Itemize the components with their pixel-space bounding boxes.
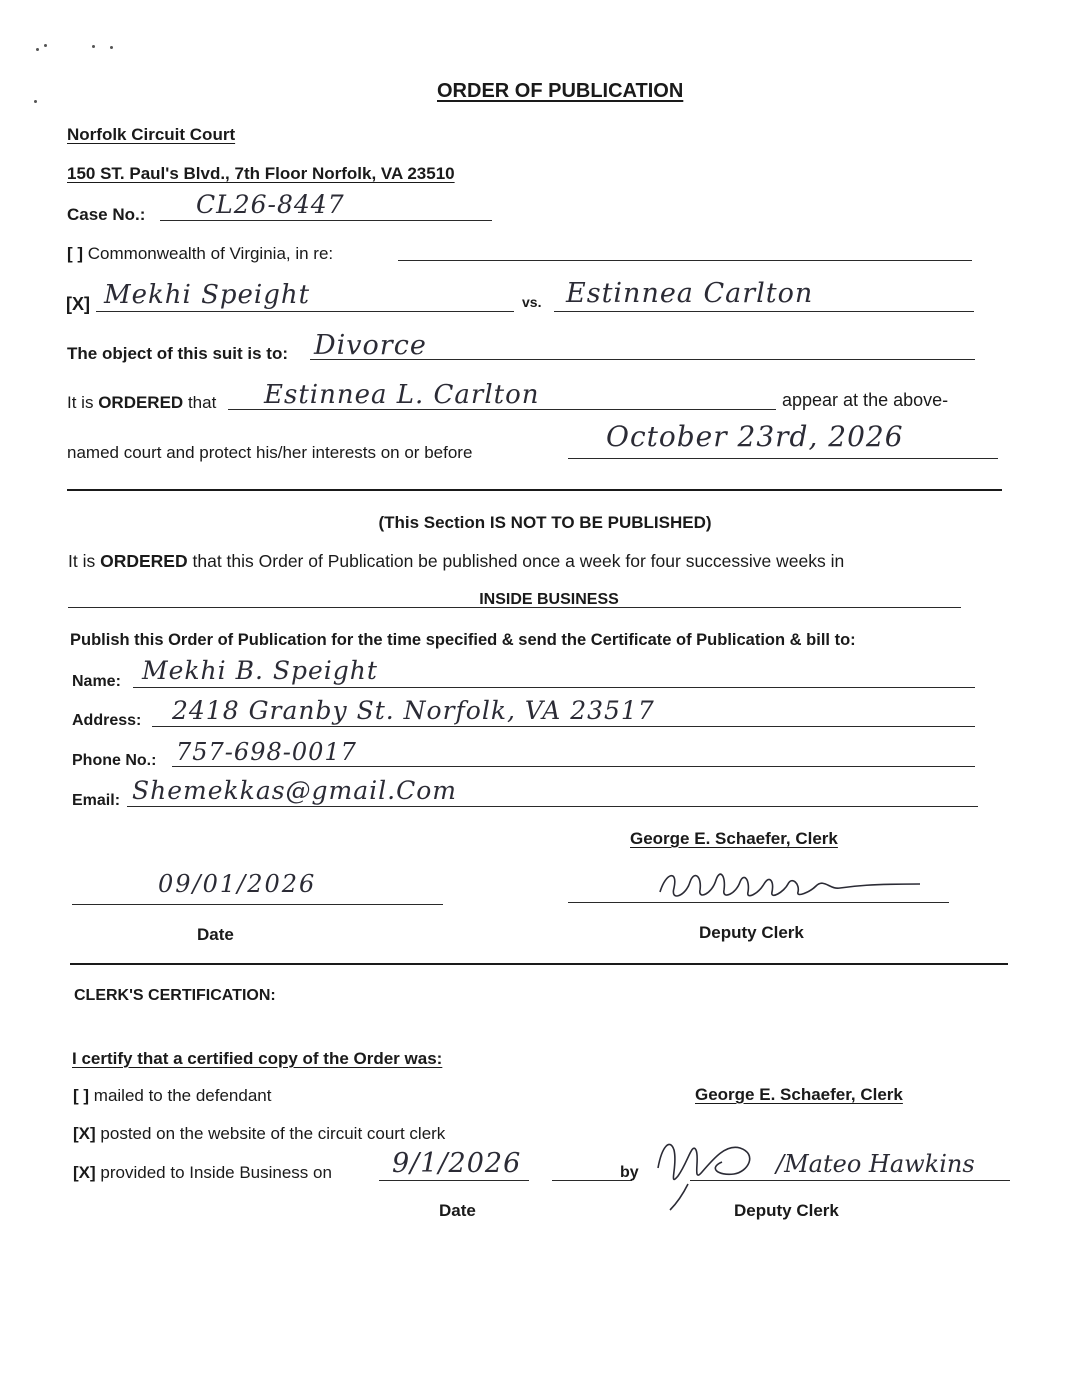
clerk-name-bottom: George E. Schaefer, Clerk [695, 1085, 903, 1104]
object-value: Divorce [314, 330, 427, 361]
pub-ordered-word: ORDERED [100, 551, 188, 571]
mailed-text: mailed to the defendant [93, 1086, 272, 1105]
scan-speck [36, 48, 39, 51]
posted-text: posted on the website of the circuit court clerk [100, 1124, 446, 1143]
scan-speck [110, 46, 113, 49]
defendant-line [554, 311, 974, 312]
defendant-name: Estinnea Carlton [566, 278, 814, 309]
commonwealth-label: Commonwealth of Virginia, in re: [87, 244, 334, 263]
court-address: 150 ST. Paul's Blvd., 7th Floor Norfolk, VA 23510 [67, 164, 455, 183]
clerk-name-top: George E. Schaefer, Clerk [630, 829, 838, 848]
cert-deputy-label: Deputy Clerk [734, 1201, 839, 1220]
appear-date: October 23rd, 2026 [606, 420, 904, 453]
certify-text: I certify that a certified copy of the Order was: [72, 1049, 443, 1068]
bill-name-value: Mekhi B. Speight [142, 656, 378, 685]
appear-name: Estinnea L. Carlton [264, 380, 540, 410]
vs-label: vs. [522, 294, 542, 310]
case-no-label: Case No.: [67, 205, 146, 224]
bill-address-line [152, 726, 975, 727]
bill-name-label: Name: [72, 673, 121, 690]
bill-email-value: Shemekkas@gmail.Com [132, 776, 457, 805]
provided-text: provided to Inside Business on [100, 1163, 332, 1182]
pub-ordered-prefix: It is [68, 551, 96, 571]
commonwealth-checkbox: [ ] [67, 244, 84, 263]
bill-phone-value: 757-698-0017 [176, 738, 357, 766]
case-no-line [160, 220, 492, 221]
posted-checkbox: [X] [73, 1124, 96, 1143]
bill-email-line [127, 806, 978, 807]
named-court-text: named court and protect his/her interests on or before [67, 443, 473, 462]
object-label: The object of this suit is to: [67, 344, 288, 363]
bill-address-label: Address: [72, 712, 142, 729]
certification-divider [70, 963, 1008, 965]
bill-phone-label: Phone No.: [72, 752, 157, 769]
deputy-name-handwritten: /Mateo Hawkins [776, 1150, 975, 1178]
signoff-date-value: 09/01/2026 [158, 870, 317, 898]
publish-instruction: Publish this Order of Publication for the time specified & send the Certificate of Publication & bill to: [70, 631, 856, 649]
scan-speck [44, 44, 47, 47]
ordered-word: ORDERED [98, 393, 184, 412]
commonwealth-line [398, 260, 972, 261]
plaintiff-line [96, 311, 514, 312]
newspaper-name: INSIDE BUSINESS [479, 591, 619, 608]
party-checkbox: [X] [66, 294, 90, 314]
appear-suffix: appear at the above- [782, 390, 949, 410]
ordered-prefix: It is [67, 393, 94, 412]
provided-checkbox: [X] [73, 1163, 96, 1182]
section-divider [67, 489, 1002, 491]
bill-address-value: 2418 Granby St. Norfolk, VA 23517 [172, 696, 655, 725]
certification-heading: CLERK'S CERTIFICATION: [74, 987, 276, 1004]
scan-speck [92, 45, 95, 48]
provided-date: 9/1/2026 [392, 1148, 522, 1179]
bill-phone-line [172, 766, 975, 767]
court-name: Norfolk Circuit Court [67, 125, 236, 144]
deputy-name-line [690, 1180, 1010, 1181]
signoff-date-line [72, 904, 443, 905]
ordered-that: that [187, 393, 217, 412]
cert-date-label: Date [439, 1201, 476, 1220]
bill-email-label: Email: [72, 792, 121, 809]
appear-date-line [568, 458, 998, 459]
page-title: ORDER OF PUBLICATION [437, 80, 684, 102]
signoff-date-label: Date [197, 925, 234, 944]
pub-ordered-rest: that this Order of Publication be published once a week for four successive weeks in [192, 551, 845, 571]
case-no-value: CL26-8447 [196, 190, 345, 219]
signoff-deputy-label: Deputy Clerk [699, 923, 804, 942]
deputy-signature-image [640, 862, 940, 906]
not-published-notice: (This Section IS NOT TO BE PUBLISHED) [378, 513, 712, 532]
by-label: by [620, 1164, 639, 1181]
plaintiff-name: Mekhi Speight [104, 280, 311, 310]
bill-name-line [133, 687, 975, 688]
provided-date-line [379, 1180, 529, 1181]
scan-speck [34, 100, 37, 103]
mailed-checkbox: [ ] [73, 1086, 90, 1105]
